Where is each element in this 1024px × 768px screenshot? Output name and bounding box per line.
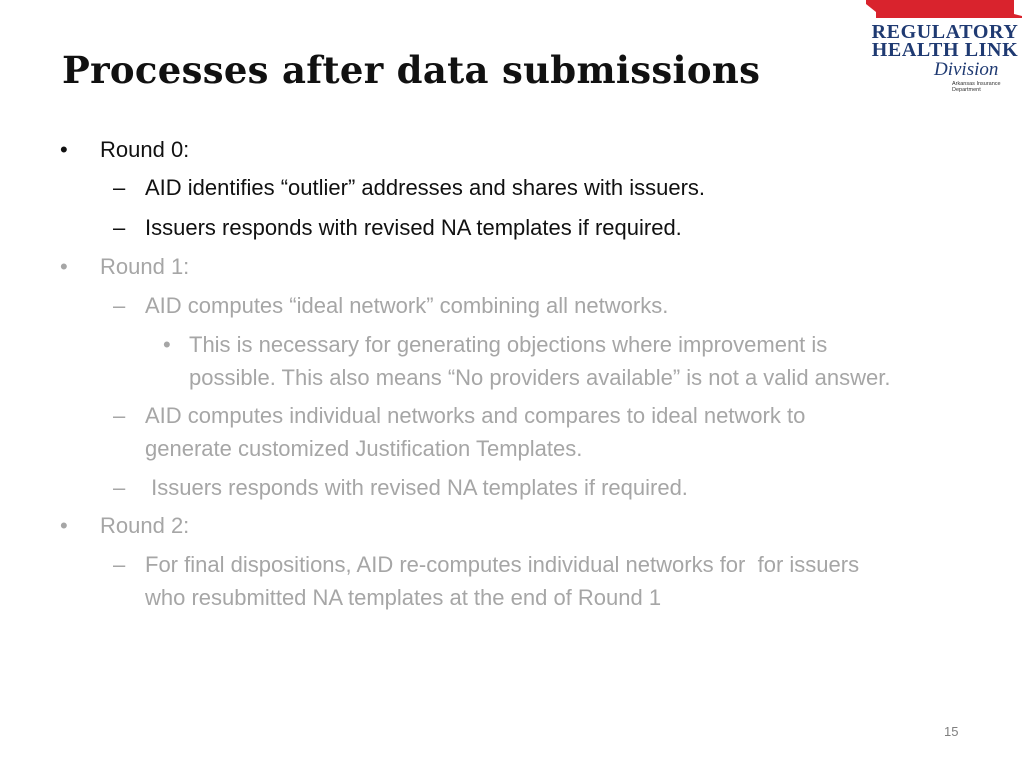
dash-marker: –	[113, 175, 126, 200]
bullet-text: Round 2:	[100, 513, 190, 538]
bullet-marker: •	[60, 254, 68, 279]
logo-text-division: Division	[934, 59, 999, 80]
dash-marker: –	[113, 552, 126, 577]
dash-marker: –	[113, 215, 126, 240]
bullet-text: Issuers responds with revised NA templates if required.	[145, 215, 682, 240]
slide-title: Processes after data submissions	[62, 48, 761, 92]
bullet-text: Round 1:	[100, 254, 190, 279]
bullet-text: Issuers responds with revised NA templates if required.	[145, 475, 688, 500]
bullet-marker: •	[60, 137, 68, 162]
bullet-text-line-1: This is necessary for generating objections where improvement is	[189, 332, 828, 357]
bullet-text: AID identifies “outlier” addresses and shares with issuers.	[145, 175, 706, 200]
bullet-marker: •	[60, 513, 68, 538]
bullet-text-line-1: AID computes individual networks and compares to ideal network to	[145, 403, 806, 428]
bullet-text: AID computes “ideal network” combining all networks.	[145, 293, 669, 318]
dash-marker: –	[113, 293, 126, 318]
bullet-text-line-2: possible. This also means “No providers available” is not a valid answer.	[189, 365, 891, 390]
dash-marker: –	[113, 403, 126, 428]
bullet-text-line-2: generate customized Justification Templates.	[145, 436, 583, 461]
logo-text-health-link: HEALTH LINK	[871, 39, 1019, 61]
bullet-text-line-2: who resubmitted NA templates at the end of Round 1	[145, 585, 662, 610]
page-number: 15	[944, 724, 959, 739]
dash-marker: –	[113, 475, 126, 500]
logo-text-department: Arkansas Insurance Department	[952, 81, 1001, 93]
bullet-text-line-1: For final dispositions, AID re-computes individual networks for for issuers	[145, 552, 860, 577]
bullet-text: Round 0:	[100, 137, 190, 162]
bullet-marker: •	[163, 332, 171, 357]
logo-text-regulatory: REGULATORY	[871, 21, 1019, 43]
